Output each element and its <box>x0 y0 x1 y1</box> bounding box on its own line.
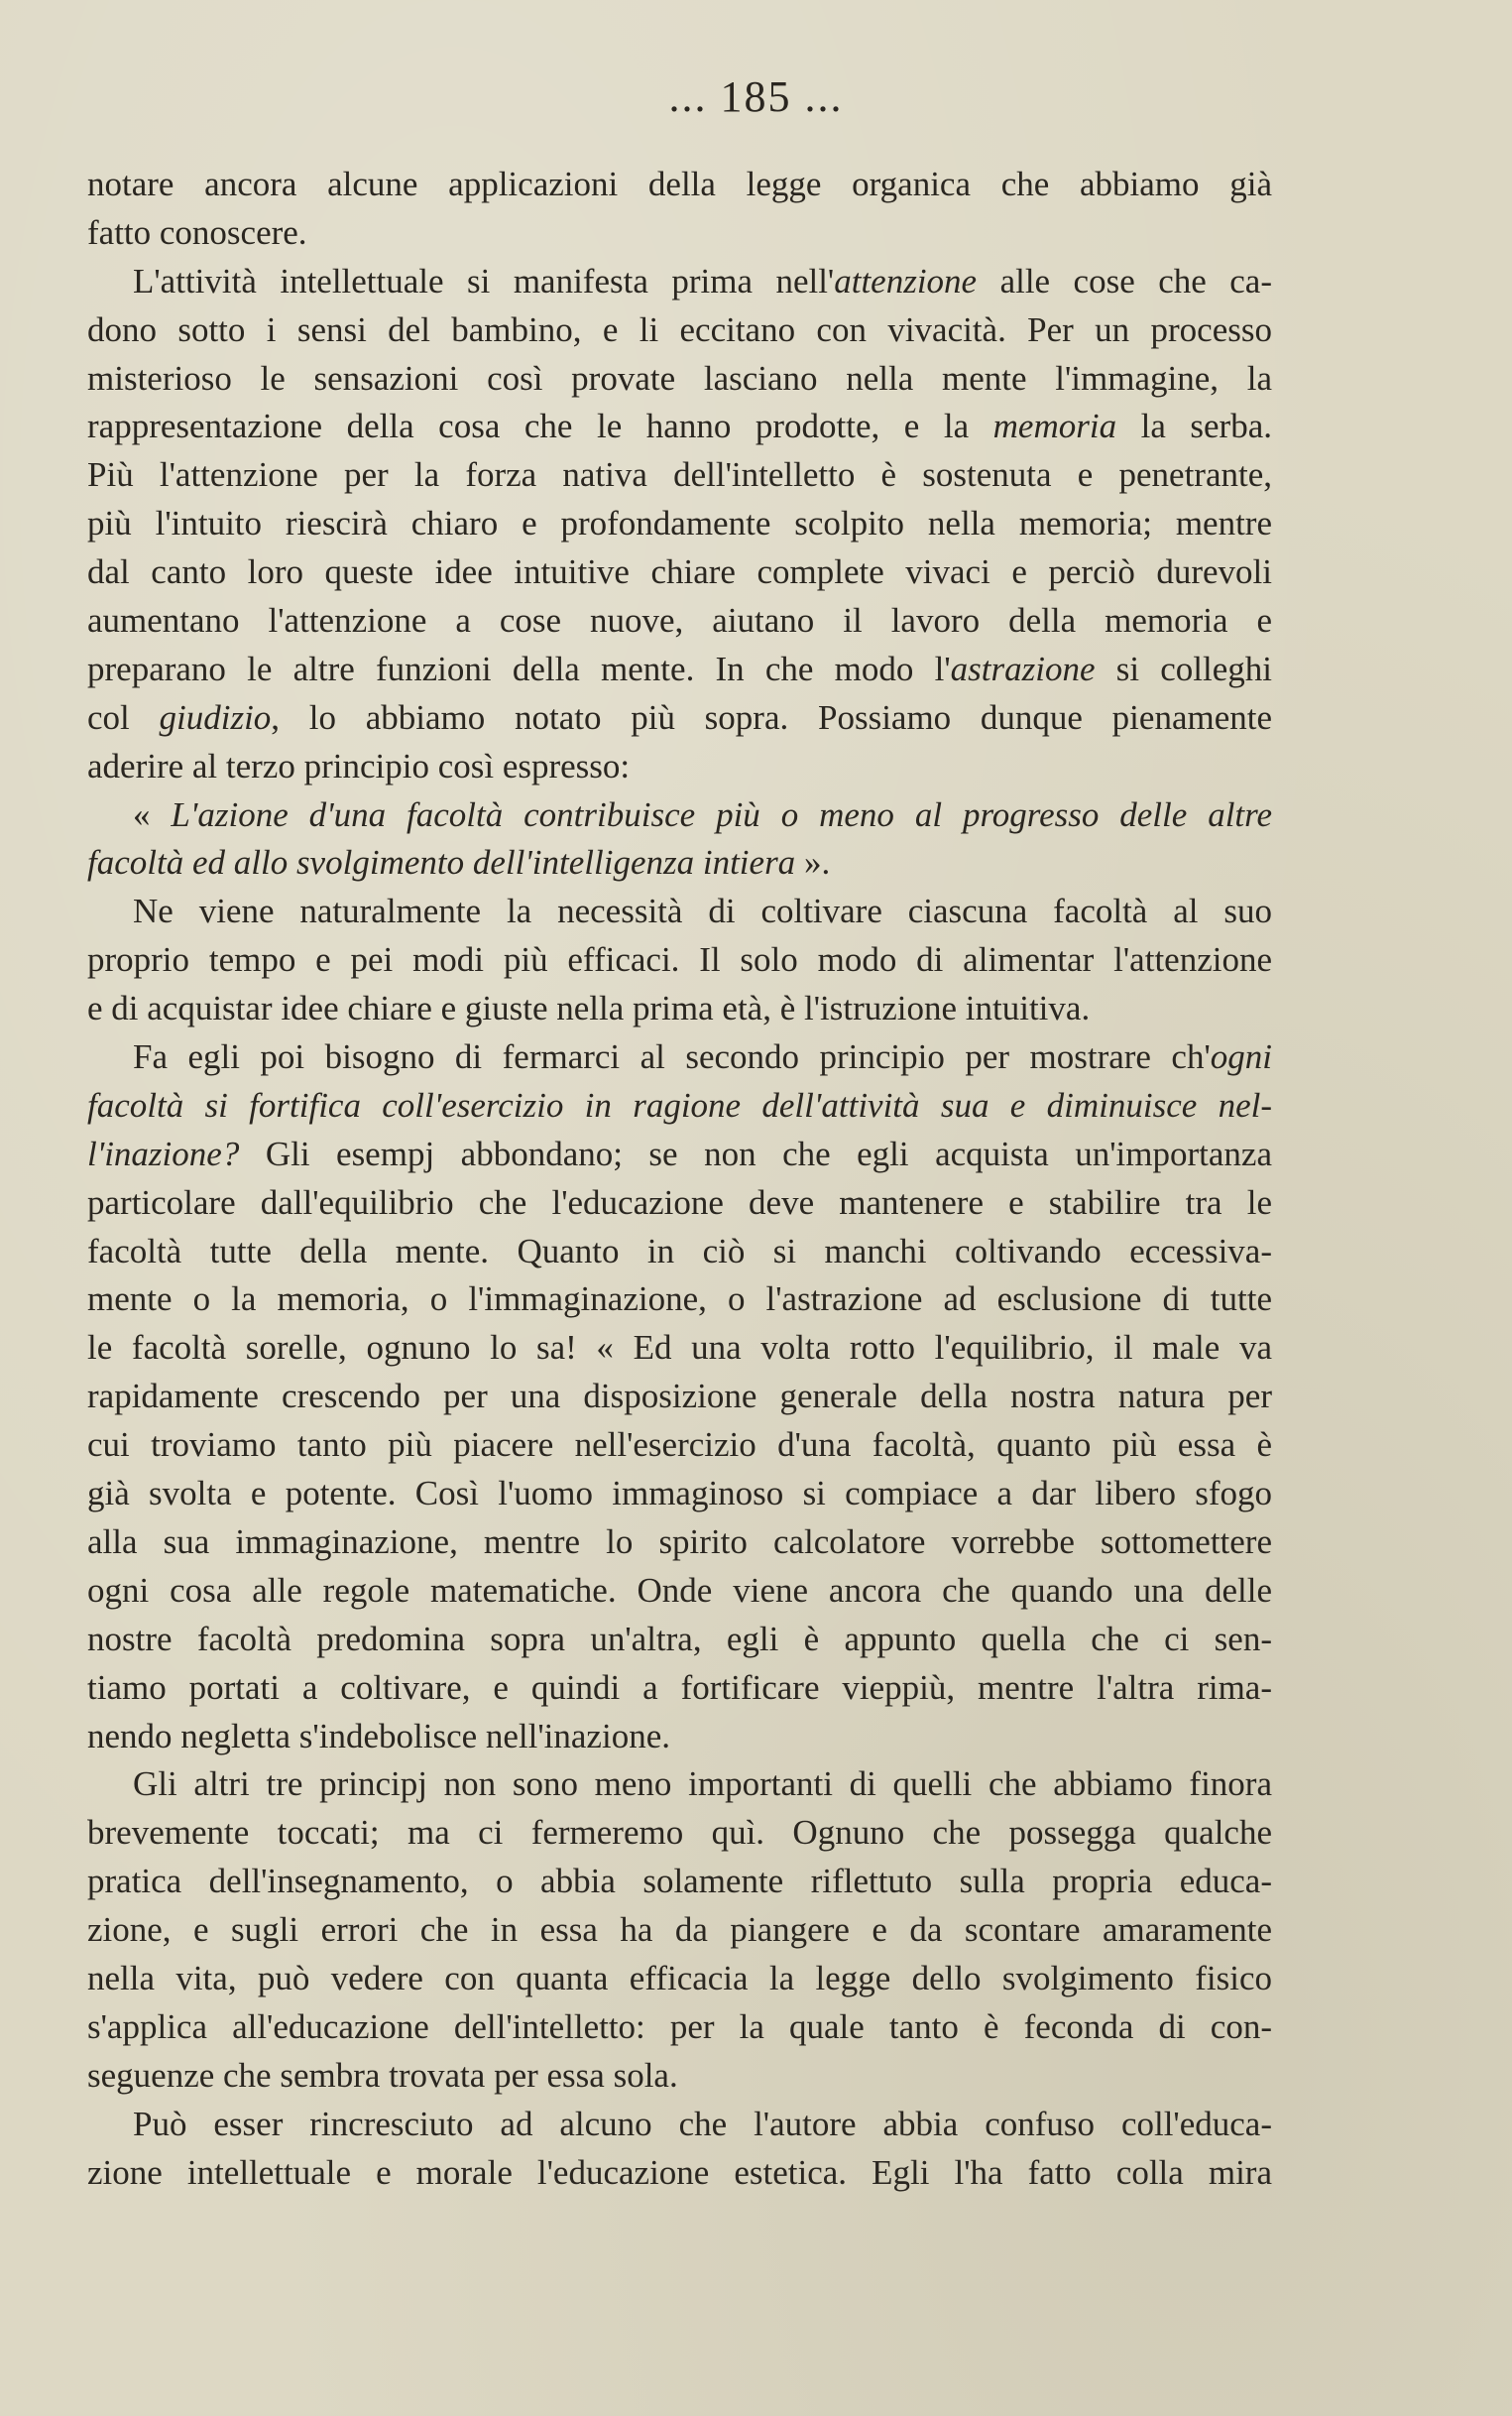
text-segment: mente o la memoria, o l'immaginazione, o l'astrazione ad esclusione di tutte <box>87 1279 1272 1319</box>
text-segment: brevemente toccati; ma ci fermeremo quì. Ognuno che possegga qualche <box>87 1813 1272 1853</box>
text-segment: misterioso le sensazioni così provate lasciano nella mente l'immagine, la <box>87 358 1272 398</box>
text-line <box>87 1664 1272 1713</box>
text-line <box>87 1809 1272 1858</box>
text-segment: già svolta e potente. Così l'uomo immaginoso si compiace a dar libero sfogo <box>87 1474 1272 1513</box>
text-line <box>87 500 1272 548</box>
italic-text: l'inazione? <box>87 1134 240 1173</box>
text-segment: nendo negletta s'indebolisce nell'inazione. <box>87 1716 670 1755</box>
text-line <box>87 2052 1272 2101</box>
text-segment: preparano le altre funzioni della mente. In che modo l' <box>87 649 951 688</box>
text-segment: dal canto loro queste idee intuitive chiare complete vivaci e perciò durevoli <box>87 552 1272 592</box>
text-line <box>87 936 1272 985</box>
text-segment: cui troviamo tanto più piacere nell'esercizio d'una facoltà, quanto più essa è <box>87 1425 1272 1465</box>
italic-text: astrazione <box>950 649 1096 688</box>
italic-text: giudizio <box>159 697 272 737</box>
text-segment: le facoltà sorelle, ognuno lo sa! « Ed una volta rotto l'equilibrio, il male va <box>87 1328 1272 1368</box>
text-line <box>87 694 1272 743</box>
text-segment: seguenze che sembra trovata per essa sola. <box>87 2055 678 2095</box>
italic-text: facoltà si fortifica coll'esercizio in ragione dell'attività sua e diminuisce nel- <box>87 1085 1272 1125</box>
text-segment: zione intellettuale e morale l'educazione estetica. Egli l'ha fatto colla mira <box>87 2152 1272 2192</box>
text-segment: « <box>133 794 172 834</box>
text-segment: Più l'attenzione per la forza nativa dell'intelletto è sostenuta e penetrante, <box>87 455 1272 495</box>
text-segment: , lo abbiamo notato più sopra. Possiamo dunque pienamente <box>271 697 1272 737</box>
text-line <box>87 548 1272 597</box>
text-segment: e di acquistar idee chiare e giuste nella prima età, è l'istruzione intuitiva. <box>87 989 1091 1028</box>
body-text <box>87 161 1272 2197</box>
text-line <box>87 1470 1272 1518</box>
text-segment: Gli esempj abbondano; se non che egli acquista un'importanza <box>239 1134 1272 1173</box>
text-line <box>87 985 1272 1033</box>
text-line <box>87 1131 1272 1179</box>
text-segment: Fa egli poi bisogno di fermarci al secondo principio per mostrare ch' <box>133 1037 1211 1077</box>
text-line <box>87 1421 1272 1470</box>
text-segment: nella vita, può vedere con quanta efficacia la legge dello svolgimento fisico <box>87 1958 1272 1997</box>
text-line <box>87 1760 1272 1809</box>
text-line <box>87 2101 1272 2149</box>
text-line <box>87 1324 1272 1373</box>
italic-text: facoltà ed allo svolgimento dell'intelligenza intiera <box>87 843 796 883</box>
text-segment: si colleghi <box>1095 649 1272 688</box>
text-line <box>87 1228 1272 1276</box>
text-segment: proprio tempo e pei modi più efficaci. Il solo modo di alimentar l'attenzione <box>87 940 1272 980</box>
text-segment: Può esser rincresciuto ad alcuno che l'autore abbia confuso coll'educa- <box>133 2104 1272 2143</box>
text-line <box>87 597 1272 646</box>
italic-text: memoria <box>992 407 1117 446</box>
text-line <box>87 258 1272 306</box>
page-number: ... 185 ... <box>668 72 844 121</box>
text-segment: fatto conoscere. <box>87 212 307 252</box>
text-line <box>87 209 1272 258</box>
text-segment: Ne viene naturalmente la necessità di coltivare ciascuna facoltà al suo <box>133 892 1272 931</box>
text-line <box>87 1082 1272 1131</box>
text-segment: notare ancora alcune applicazioni della legge organica che abbiamo già <box>87 165 1272 203</box>
text-segment: tiamo portati a coltivare, e quindi a fortificare vieppiù, mentre l'altra rima- <box>87 1667 1272 1707</box>
text-segment: dono sotto i sensi del bambino, e li eccitano con vivacità. Per un processo <box>87 309 1272 349</box>
text-segment: ». <box>795 843 831 883</box>
text-segment: la serba. <box>1116 407 1272 446</box>
text-line <box>87 2003 1272 2052</box>
text-line <box>87 743 1272 791</box>
text-line <box>87 1713 1272 1761</box>
text-line <box>87 1518 1272 1567</box>
text-segment: col <box>87 697 160 737</box>
text-segment: più l'intuito riescirà chiaro e profondamente scolpito nella memoria; mentre <box>87 504 1272 544</box>
text-line <box>87 1033 1272 1082</box>
text-line <box>87 888 1272 936</box>
text-line <box>87 1179 1272 1228</box>
text-line <box>87 1373 1272 1421</box>
text-segment: zione, e sugli errori che in essa ha da piangere e da scontare amaramente <box>87 1910 1272 1950</box>
text-line <box>87 1858 1272 1906</box>
text-segment: L'attività intellettuale si manifesta prima nell' <box>133 261 835 301</box>
text-segment: s'applica all'educazione dell'intelletto: per la quale tanto è feconda di con- <box>87 2006 1272 2046</box>
text-segment: aderire al terzo principio così espresso: <box>87 746 631 785</box>
text-segment: alle cose che ca- <box>977 261 1272 301</box>
text-line <box>87 1616 1272 1664</box>
italic-text: L'azione d'una facoltà contribuisce più o meno al progresso delle altre <box>171 794 1272 834</box>
text-line <box>87 1275 1272 1324</box>
italic-text: attenzione <box>834 261 978 301</box>
italic-text: ogni <box>1210 1037 1272 1077</box>
text-line <box>87 306 1272 355</box>
text-segment: rapidamente crescendo per una disposizione generale della nostra natura per <box>87 1377 1272 1416</box>
text-segment: alla sua immaginazione, mentre lo spirito calcolatore vorrebbe sottomettere <box>87 1521 1272 1561</box>
text-line <box>87 791 1272 840</box>
text-line <box>87 161 1272 209</box>
text-segment: aumentano l'attenzione a cose nuove, aiutano il lavoro della memoria e <box>87 601 1272 641</box>
text-line <box>87 1567 1272 1616</box>
text-line <box>87 1906 1272 1955</box>
text-line <box>87 839 1272 888</box>
text-line <box>87 646 1272 694</box>
text-segment: particolare dall'equilibrio che l'educazione deve mantenere e stabilire tra le <box>87 1182 1272 1222</box>
text-segment: nostre facoltà predomina sopra un'altra, egli è appunto quella che ci sen- <box>87 1619 1272 1658</box>
text-line <box>87 2149 1272 2198</box>
text-segment: facoltà tutte della mente. Quanto in ciò si manchi coltivando eccessiva- <box>87 1231 1272 1270</box>
text-segment: pratica dell'insegnamento, o abbia solamente riflettuto sulla propria educa- <box>87 1862 1272 1901</box>
text-segment: ogni cosa alle regole matematiche. Onde viene ancora che quando una delle <box>87 1570 1272 1610</box>
text-line <box>87 403 1272 451</box>
text-segment: rappresentazione della cosa che le hanno prodotte, e la <box>87 407 993 446</box>
text-line <box>87 355 1272 404</box>
text-line <box>87 451 1272 500</box>
text-line <box>87 1955 1272 2003</box>
text-segment: Gli altri tre principj non sono meno importanti di quelli che abbiamo finora <box>133 1764 1272 1804</box>
